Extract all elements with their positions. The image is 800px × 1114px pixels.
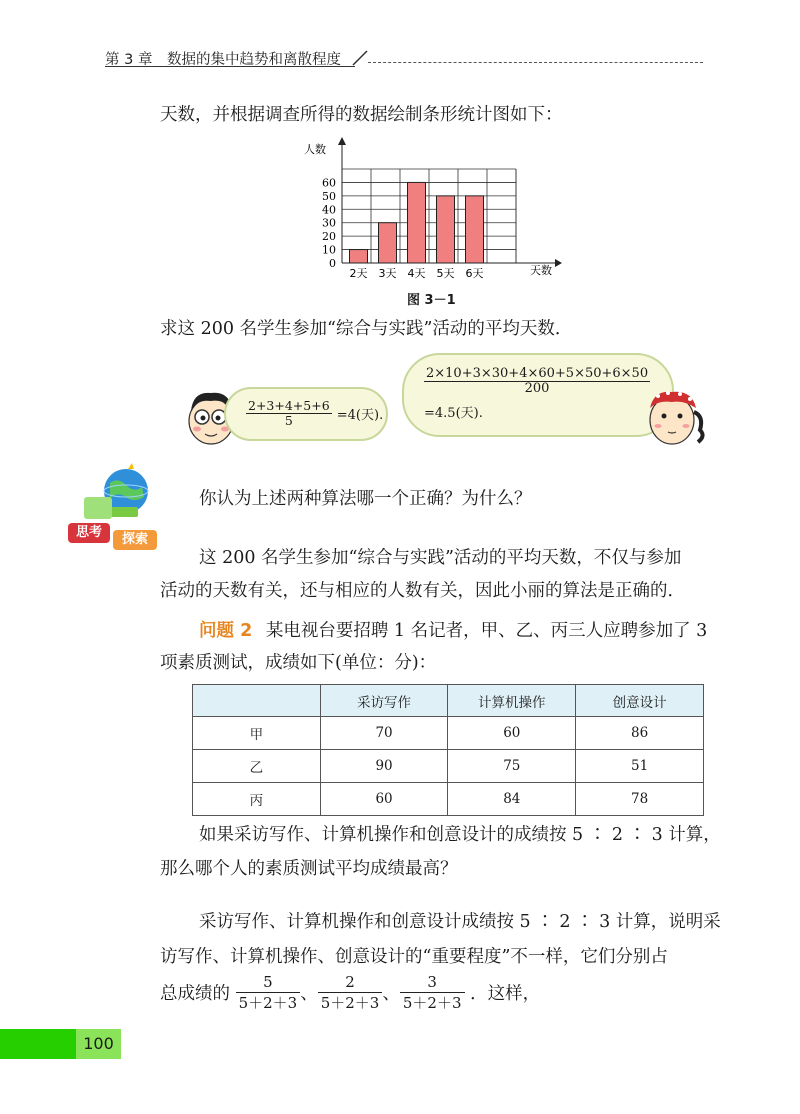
left-fraction: [246, 399, 332, 428]
chart-x-tick-label: 3天: [378, 267, 397, 280]
chapter-header: 第 3 章 数据的集中趋势和离散程度: [105, 52, 341, 68]
table-row: [193, 717, 704, 750]
chart-x-ticks: [350, 267, 484, 280]
header-underline: [105, 66, 355, 67]
table-cell: 78: [576, 783, 704, 816]
fraction-interview: [236, 972, 301, 1013]
think-question: 你认为上述两种算法哪一个正确？为什么？: [199, 489, 532, 509]
figure-caption: 图 3－1: [407, 293, 456, 308]
chart-bar: [350, 250, 368, 263]
fraction-denominator: 5＋2＋3: [402, 994, 462, 1012]
problem-2-text: 某电视台要招聘 1 名记者，甲、乙、丙三人应聘参加了 3: [265, 621, 708, 641]
table-cell: 甲: [193, 717, 321, 750]
chart-y-label: 人数: [304, 143, 326, 156]
badge-think: 思考: [68, 523, 110, 543]
chart-x-tick-label: 5天: [436, 267, 455, 280]
fraction-computer: [318, 972, 383, 1013]
fraction-numerator: 3: [400, 972, 465, 993]
answer-line-2: 活动的天数有关，还与相应的人数有关，因此小丽的算法是正确的．: [160, 581, 685, 601]
fraction-numerator: 2: [318, 972, 383, 993]
separator: 、: [382, 984, 400, 1004]
table-cell: 84: [448, 783, 576, 816]
page-number: 100: [76, 1029, 121, 1059]
separator: 、: [300, 984, 318, 1004]
explain-line-3: [160, 972, 540, 1013]
chart-y-tick-label: 40: [322, 203, 336, 217]
bar-chart: [290, 135, 590, 315]
fraction-denominator: 5＋2＋3: [238, 994, 298, 1012]
chart-y-tick-label: 60: [322, 176, 336, 190]
chart-y-tick-label: 50: [322, 189, 336, 203]
explain-line-2: 访写作、计算机操作、创意设计的“重要程度”不一样，它们分别占: [160, 947, 668, 967]
answer-line-1: 这 200 名学生参加“综合与实践”活动的平均天数，不仅与参加: [199, 548, 682, 568]
chart-y-tick-label: 10: [322, 243, 336, 257]
right-fraction: [424, 367, 650, 396]
chart-x-tick-label: 6天: [465, 267, 484, 280]
girl-character-icon: [640, 386, 710, 448]
fraction-numerator: 5: [236, 972, 301, 993]
chart-y-arrow: [338, 137, 346, 145]
table-cell: 60: [320, 783, 448, 816]
header-dashed-rule: [368, 62, 703, 63]
table-header-cell: 创意设计: [576, 685, 704, 717]
table-cell: 90: [320, 750, 448, 783]
chart-bar: [466, 196, 484, 263]
scores-table: [192, 684, 704, 816]
left-result: =4(天).: [336, 408, 384, 423]
chart-x-tick-label: 2天: [349, 267, 368, 280]
followup-line-2: 那么哪个人的素质测试平均成绩最高？: [160, 859, 458, 879]
right-result: =4.5(天).: [424, 406, 483, 421]
problem-2-line-2: 项素质测试，成绩如下(单位：分)：: [160, 653, 437, 673]
problem-2-line-1: [199, 614, 707, 648]
table-header-cell: [193, 685, 321, 717]
table-cell: 86: [576, 717, 704, 750]
question-line: 求这 200 名学生参加“综合与实践”活动的平均天数．: [160, 319, 573, 339]
table-cell: 70: [320, 717, 448, 750]
left-fraction-denominator: 5: [284, 413, 293, 428]
header-slash: [352, 50, 368, 66]
chart-x-label: 天数: [530, 264, 552, 277]
intro-line: 天数，并根据调查所得的数据绘制条形统计图如下：: [160, 105, 563, 125]
chart-y-tick-label: 30: [322, 216, 336, 230]
problem-2-label: 问题 2: [199, 621, 253, 641]
table-cell: 75: [448, 750, 576, 783]
fraction-denominator: 5＋2＋3: [320, 994, 380, 1012]
followup-line-1: 如果采访写作、计算机操作和创意设计的成绩按 5 ∶ 2 ∶ 3 计算，: [199, 825, 721, 845]
explain-line-1: 采访写作、计算机操作和创意设计成绩按 5 ∶ 2 ∶ 3 计算，说明采: [199, 912, 721, 932]
speech-bubble-right: [402, 353, 674, 437]
chart-bar: [408, 182, 426, 263]
table-cell: 乙: [193, 750, 321, 783]
badge-explore: 探索: [113, 530, 157, 550]
table-header-cell: 计算机操作: [448, 685, 576, 717]
right-fraction-numerator: 2×10+3×30+4×60+5×50+6×50: [426, 366, 649, 381]
chart-x-tick-label: 4天: [407, 267, 426, 280]
chart-y-ticks: [322, 176, 336, 270]
right-fraction-denominator: 200: [524, 381, 550, 396]
chart-y-tick-label: 0: [329, 257, 336, 270]
table-header-cell: 采访写作: [320, 685, 448, 717]
table-cell: 60: [448, 717, 576, 750]
speech-bubble-left: [224, 387, 388, 441]
table-cell: 丙: [193, 783, 321, 816]
chart-x-arrow: [555, 259, 562, 267]
chart-y-tick-label: 20: [322, 230, 336, 244]
page-number-bar: [0, 1029, 76, 1059]
table-header-row: [193, 685, 704, 717]
table-row: [193, 750, 704, 783]
chart-bar: [437, 196, 455, 263]
fraction-design: [400, 972, 465, 1013]
left-fraction-numerator: 2+3+4+5+6: [248, 398, 330, 413]
explain-prefix: 总成绩的: [160, 984, 230, 1004]
table-row: [193, 783, 704, 816]
chart-bar: [379, 223, 397, 263]
table-cell: 51: [576, 750, 704, 783]
explain-suffix: ．这样，: [470, 984, 541, 1004]
